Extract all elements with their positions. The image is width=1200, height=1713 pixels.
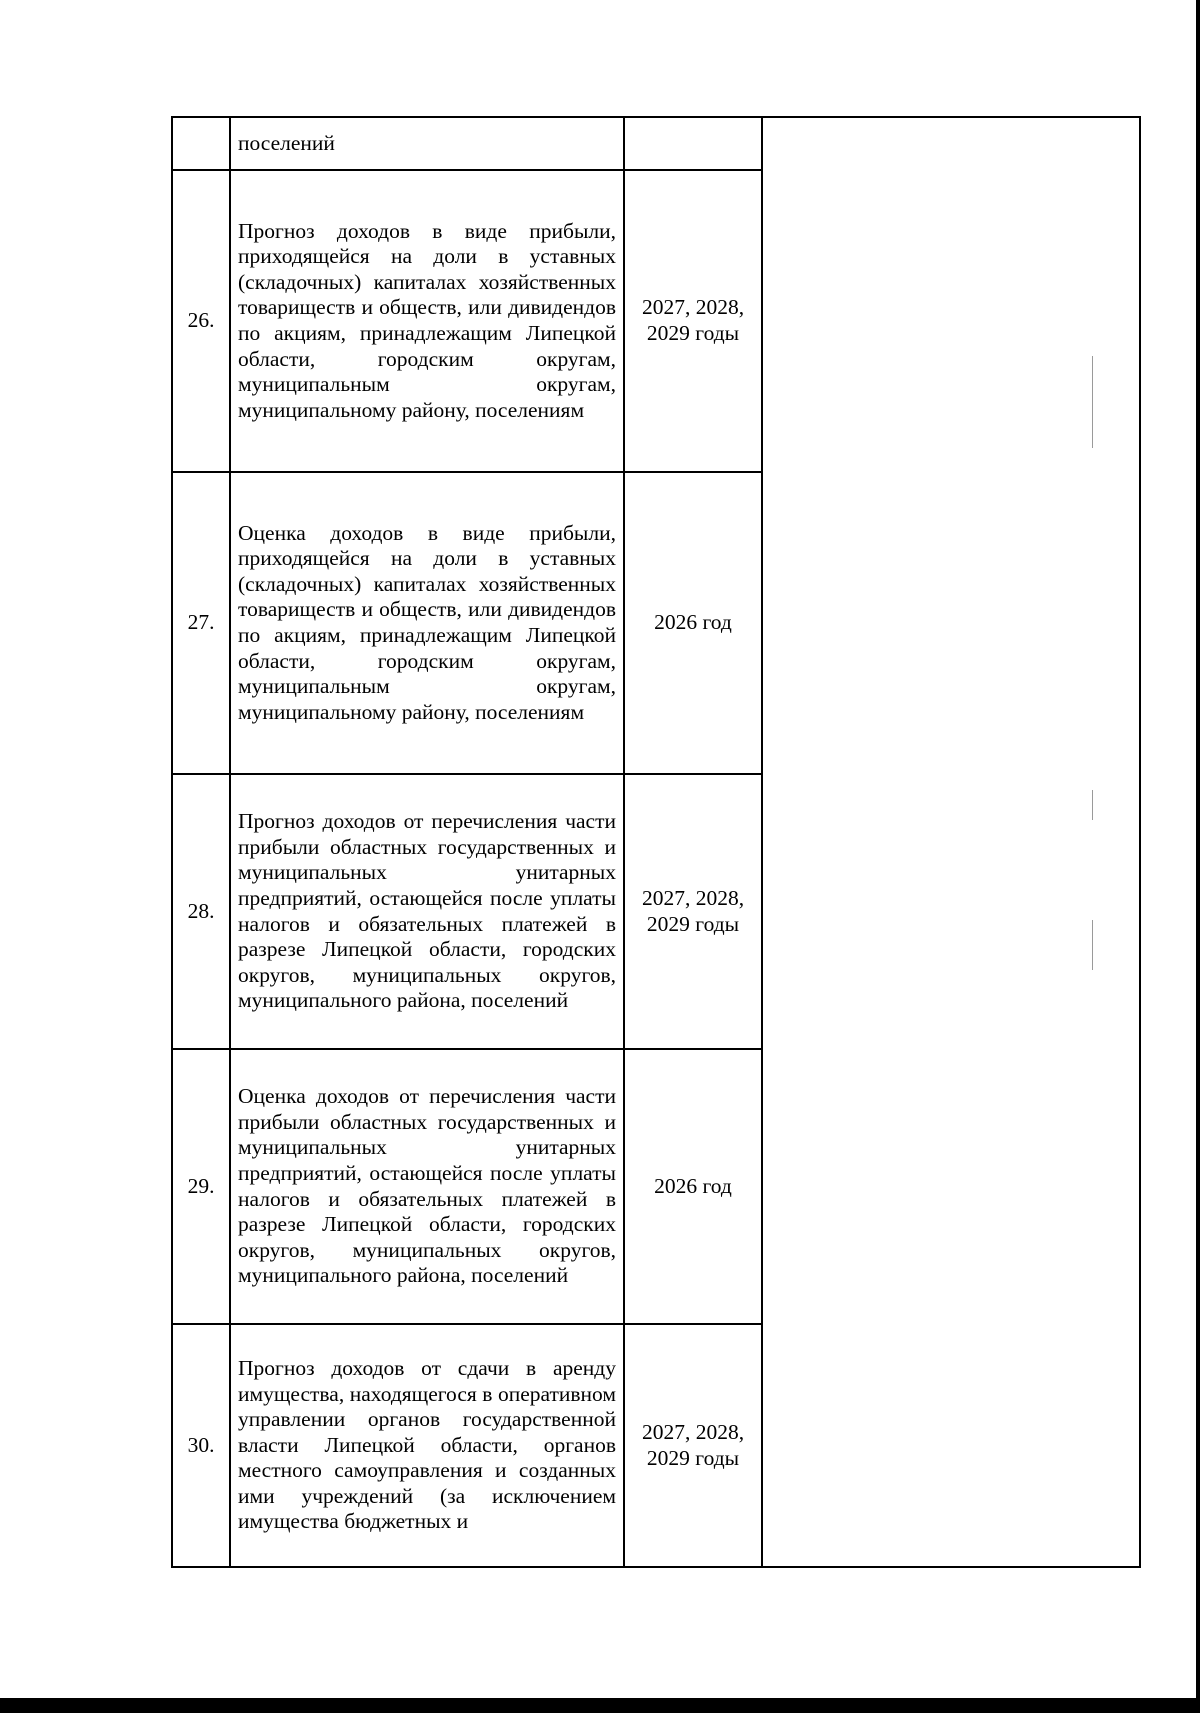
period-line: 2026 год [654, 610, 732, 635]
row-number [172, 117, 230, 170]
row-number: 30. [172, 1324, 230, 1567]
period-line: 2029 годы [646, 911, 740, 936]
document-table [171, 116, 1141, 1568]
period-line: 2027, 2028, [641, 885, 745, 910]
row-description: Прогноз доходов в виде прибыли, приходящейся на доли в уставных (складочных) капиталах хозяйственных товариществ и обществ, или дивидендов по акциям, принадлежащим Липецкой области, городским округам, муниципальным округам, муниципальному району, поселениям [230, 170, 624, 472]
scan-artifact [1092, 356, 1093, 448]
row-description: Прогноз доходов от перечисления части прибыли областных государственных и муниципальных унитарных предприятий, остающейся после уплаты налогов и обязательных платежей в разрезе Липецкой области, городских округов, муниципальных округов, муниципального района, поселений [230, 774, 624, 1049]
merged-right-column [762, 117, 1140, 1567]
period-line: 2027, 2028, [641, 295, 745, 320]
row-period [624, 1324, 762, 1567]
row-number: 28. [172, 774, 230, 1049]
scan-border-right [1196, 0, 1200, 1713]
table-row-continuation [172, 117, 1140, 170]
row-description: Прогноз доходов от сдачи в аренду имущества, находящегося в оперативном управлении органов государственной власти Липецкой области, органов местного самоуправления и созданных ими учреждений (за исключением имущества бюджетных и [230, 1324, 624, 1567]
period-line: 2027, 2028, [641, 1419, 745, 1444]
row-period [624, 472, 762, 774]
period-line: 2029 годы [646, 1445, 740, 1470]
row-description: поселений [230, 117, 624, 170]
row-period [624, 1049, 762, 1324]
row-period [624, 774, 762, 1049]
row-description: Оценка доходов от перечисления части прибыли областных государственных и муниципальных унитарных предприятий, остающейся после уплаты налогов и обязательных платежей в разрезе Липецкой области, городских округов, муниципальных округов, муниципального района, поселений [230, 1049, 624, 1324]
scan-border-bottom [0, 1698, 1200, 1713]
period-line: 2026 год [654, 1173, 732, 1198]
row-period [624, 170, 762, 472]
scan-artifact [1092, 920, 1093, 970]
row-period [624, 117, 762, 170]
row-description: Оценка доходов в виде прибыли, приходящейся на доли в уставных (складочных) капиталах хозяйственных товариществ и обществ, или дивидендов по акциям, принадлежащим Липецкой области, городским округам, муниципальным округам, муниципальному району, поселениям [230, 472, 624, 774]
scan-artifact [1092, 790, 1093, 820]
row-number: 26. [172, 170, 230, 472]
row-number: 27. [172, 472, 230, 774]
period-line: 2029 годы [646, 321, 740, 345]
row-number: 29. [172, 1049, 230, 1324]
